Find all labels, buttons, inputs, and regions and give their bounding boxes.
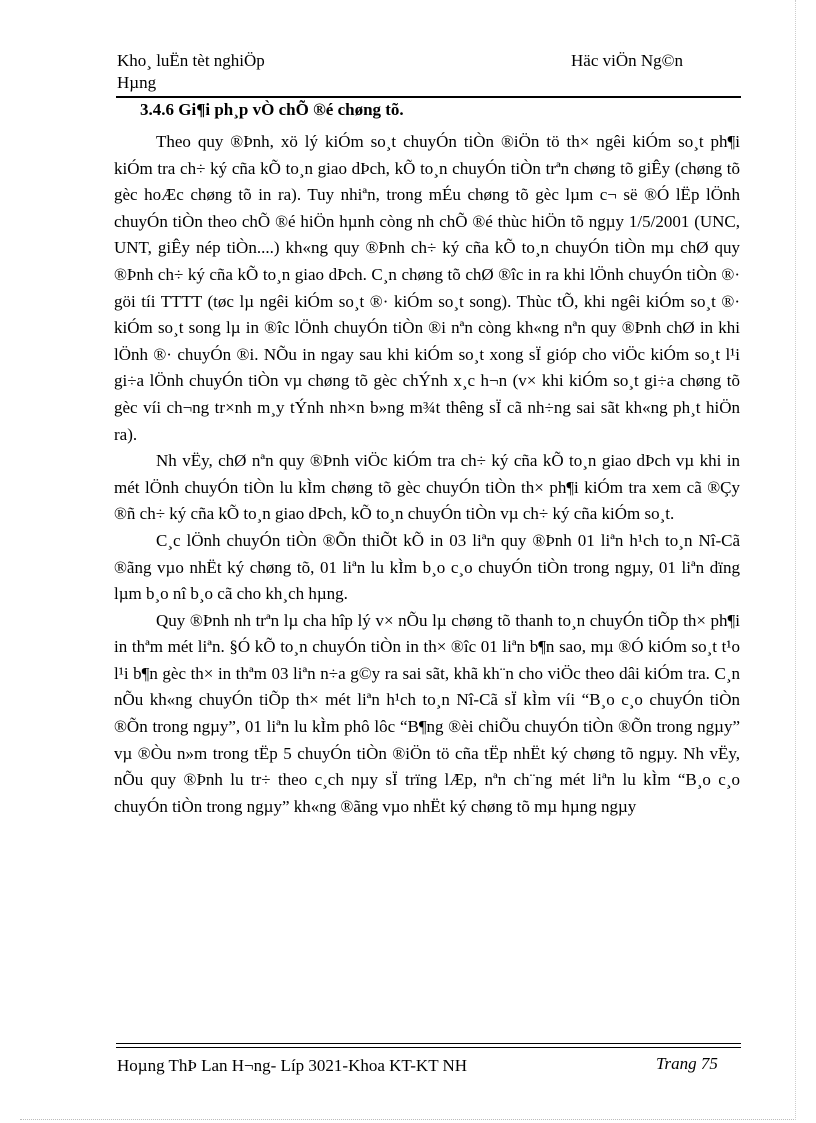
header-divider <box>116 96 741 98</box>
footer-author: Hoµng ThÞ Lan H¬ng- Líp 3021-Khoa KT-KT NH <box>117 1056 468 1075</box>
section-title: 3.4.6 Gi¶i ph¸p vÒ chÕ ®é chøng tõ. <box>140 100 404 119</box>
page-edge-bottom <box>20 1119 796 1120</box>
paragraph-1: Theo quy ®Þnh, xö lý kiÓm so¸t chuyÓn tiÒn ®iÖn tö th× ngêi kiÓm so¸t ph¶i kiÓm tra ch÷ ký cña kÕ to¸n giao dÞch, kÕ to¸n chuyÓn tiÒn trªn chøng tõ giÊy (chøng tõ gèc hoÆc chøng tõ in ra). Tuy nhiªn, trong mÉu chøng tõ gèc lµm c¬ së ®Ó lËp lÖnh chuyÓn tiÒn theo chÕ ®é hiÖn hµnh còng nh chÕ ®é thùc hiÖn tõ ngµy 1/5/2001 (UNC, UNT, giÊy nép tiÒn....) kh«ng quy ®Þnh ch÷ ký cña kÕ to¸n chuyÓn tiÒn mµ chØ quy ®Þnh ch÷ ký cña kÕ to¸n giao dÞch. C¸n chøng tõ chØ ®îc in ra khi lÖnh chuyÓn tiÒn ®· göi tíi TTTT (tøc lµ ngêi kiÓm so¸t ®· kiÓm so¸t song). Thùc tÕ, khi ngêi kiÓm so¸t ®· kiÓm so¸t song lµ in ®îc lÖnh chuyÓn tiÒn ®i nªn còng kh«ng nªn quy ®Þnh chØ in khi lÖnh ®· chuyÓn ®i. NÕu in ngay sau khi kiÓm so¸t xong sÏ gióp cho viÖc kiÓm so¸t l¹i gi÷a lÖnh chuyÓn tiÒn vµ chøng tõ gèc chÝnh x¸c h¬n (v× khi kiÓm so¸t gi÷a chøng tõ gèc víi ch¬ng tr×nh m¸y tÝnh nh×n b»ng m¾t thêng sÏ cã nh÷ng sai sãt kh«ng ph¸t hiÖn ra). <box>114 132 740 444</box>
body-text <box>114 129 740 820</box>
paragraph-2: Nh vËy, chØ nªn quy ®Þnh viÖc kiÓm tra ch÷ ký cña kÕ to¸n giao dÞch vµ khi in mét lÖnh chuyÓn tiÒn lu kÌm chøng tõ gèc chuyÓn tiÒn th× ph¶i kiÓm tra xem cã ®Çy ®ñ ch÷ ký cña kÕ to¸n giao dÞch, kÕ to¸n chuyÓn tiÒn vµ ch÷ ký cña kiÓm so¸t. <box>114 451 740 524</box>
paragraph-3: C¸c lÖnh chuyÓn tiÒn ®Õn thiÕt kÕ in 03 liªn quy ®Þnh 01 liªn h¹ch to¸n Nî-Cã ®ãng vµo nhËt ký chøng tõ, 01 liªn lu kÌm b¸o c¸o chuyÓn tiÒn trong ngµy, 01 liªn dïng lµm b¸o nî b¸o cã cho kh¸ch hµng. <box>114 530 740 604</box>
page-edge-right <box>795 0 796 1120</box>
footer-divider-top <box>116 1043 741 1044</box>
paragraph-4: Quy ®Þnh nh trªn lµ cha hîp lý v× nÕu lµ chøng tõ thanh to¸n chuyÓn tiÕp th× ph¶i in thªm mét liªn. §Ó kÕ to¸n chuyÓn tiÒn in th× ®îc 01 liªn b¶n sao, mµ ®Ó kiÓm so¸t t¹o l¹i b¶n gèc th× in thªm 03 liªn n÷a g©y ra sai sãt, khã kh¨n cho viÖc theo dâi kiÓm tra. C¸n nÕu kh«ng chuyÓn tiÕp th× mét liªn h¹ch to¸n Nî-Cã sÏ kÌm víi “B¸o c¸o chuyÓn tiÒn ®Õn trong ngµy”, 01 liªn lu kÌm phô lôc “B¶ng ®èi chiÕu chuyÓn tiÒn ®Õn trong ngµy” vµ ®Òu n»m trong tËp 5 chuyÓn tiÒn ®iÖn tö cña tËp nhËt ký chøng tõ ngµy. Nh vËy, nÕu quy ®Þnh lu tr÷ theo c¸ch nµy sÏ trïng lÆp, nªn ch¨ng mét liªn lu kÌm “B¸o c¸o chuyÓn tiÒn trong ngµy” kh«ng ®ãng vµo nhËt ký chøng tõ mµ hµng ngµy <box>114 610 740 816</box>
footer-divider-bottom <box>116 1047 741 1048</box>
page-number: Trang 75 <box>656 1054 718 1073</box>
header-right: Häc viÖn Ng©n <box>571 51 684 70</box>
header-left: Kho¸ luËn tèt nghiÖp Hµng <box>117 51 265 92</box>
